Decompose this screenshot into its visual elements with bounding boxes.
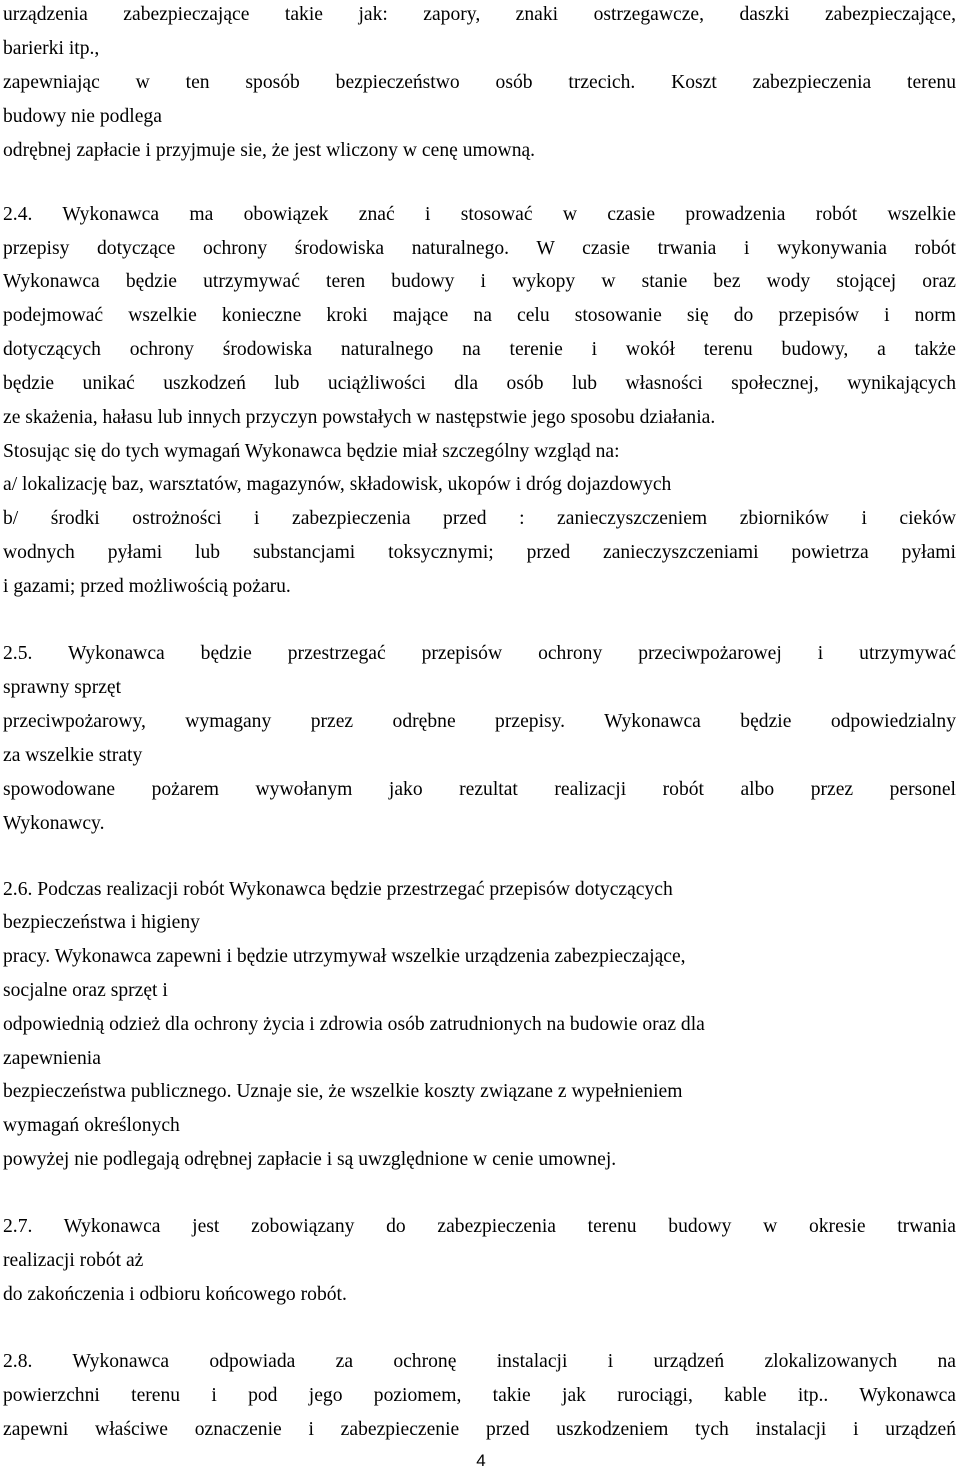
- text-line: Stosując się do tych wymagań Wykonawca będzie miał szczególny wzgląd na:: [3, 441, 620, 462]
- text-line: Wykonawca będzie utrzymywać teren budowy i wykopy w stanie bez wody stojącej oraz: [3, 271, 956, 292]
- text-line: zapewnienia: [3, 1048, 101, 1069]
- text-line: spowodowane pożarem wywołanym jako rezultat realizacji robót albo przez personel: [3, 779, 956, 800]
- text-line: będzie unikać uszkodzeń lub uciążliwości dla osób lub własności społecznej, wynikających: [3, 373, 956, 394]
- text-line: barierki itp.,: [3, 38, 100, 59]
- text-line: powyżej nie podlegają odrębnej zapłacie i są uwzględnione w cenie umownej.: [3, 1149, 617, 1170]
- page-number: 4: [476, 1451, 486, 1470]
- text-line: ze skażenia, hałasu lub innych przyczyn powstałych w następstwie jego sposobu działania.: [3, 407, 716, 428]
- section-2-5-heading-line: 2.5. Wykonawca będzie przestrzegać przepisów ochrony przeciwpożarowej i utrzymywać: [3, 643, 956, 664]
- text-line: i gazami; przed możliwością pożaru.: [3, 576, 291, 597]
- text-line: przeciwpożarowy, wymagany przez odrębne przepisy. Wykonawca będzie odpowiedzialny: [3, 711, 956, 732]
- text-line: sprawny sprzęt: [3, 677, 122, 698]
- section-2-8-heading-line: 2.8. Wykonawca odpowiada za ochronę instalacji i urządzeń zlokalizowanych na: [3, 1351, 956, 1372]
- text-line: podejmować wszelkie konieczne kroki mające na celu stosowanie się do przepisów i norm: [3, 305, 956, 326]
- text-line: powierzchni terenu i pod jego poziomem, takie jak rurociągi, kable itp.. Wykonawca: [3, 1385, 956, 1406]
- text-line: odrębnej zapłacie i przyjmuje sie, że jest wliczony w cenę umowną.: [3, 140, 536, 161]
- text-line: pracy. Wykonawca zapewni i będzie utrzymywał wszelkie urządzenia zabezpieczające,: [3, 946, 686, 967]
- section-2-6-heading-line: 2.6. Podczas realizacji robót Wykonawca będzie przestrzegać przepisów dotyczących: [3, 879, 673, 900]
- text-line: socjalne oraz sprzęt i: [3, 980, 168, 1001]
- text-line: wymagań określonych: [3, 1115, 180, 1136]
- text-line: odpowiednią odzież dla ochrony życia i zdrowia osób zatrudnionych na budowie oraz dla: [3, 1014, 705, 1035]
- text-line: za wszelkie straty: [3, 745, 143, 766]
- text-line: przepisy dotyczące ochrony środowiska naturalnego. W czasie trwania i wykonywania robót: [3, 238, 956, 259]
- text-line: do zakończenia i odbioru końcowego robót.: [3, 1284, 347, 1305]
- text-line: bezpieczeństwa i higieny: [3, 912, 200, 933]
- text-line: realizacji robót aż: [3, 1250, 144, 1271]
- text-line: wodnych pyłami lub substancjami toksycznymi; przed zanieczyszczeniami powietrza pyłami: [3, 542, 956, 563]
- list-item-b: b/ środki ostrożności i zabezpieczenia przed : zanieczyszczeniem zbiorników i cieków: [3, 508, 956, 529]
- text-line: dotyczących ochrony środowiska naturalnego na terenie i wokół terenu budowy, a także: [3, 339, 956, 360]
- text-line: Wykonawcy.: [3, 813, 105, 834]
- list-item-a: a/ lokalizację baz, warsztatów, magazynów, składowisk, ukopów i dróg dojazdowych: [3, 474, 672, 495]
- text-line: urządzenia zabezpieczające takie jak: zapory, znaki ostrzegawcze, daszki zabezpieczające,: [3, 4, 956, 25]
- text-line: zapewni właściwe oznaczenie i zabezpieczenie przed uszkodzeniem tych instalacji i urządzeń: [3, 1419, 956, 1440]
- text-line: zapewniając w ten sposób bezpieczeństwo osób trzecich. Koszt zabezpieczenia terenu: [3, 72, 956, 93]
- text-line: budowy nie podlega: [3, 106, 162, 127]
- text-line: bezpieczeństwa publicznego. Uznaje sie, że wszelkie koszty związane z wypełnieniem: [3, 1081, 683, 1102]
- section-2-4-heading-line: 2.4. Wykonawca ma obowiązek znać i stosować w czasie prowadzenia robót wszelkie: [3, 204, 956, 225]
- section-2-7-heading-line: 2.7. Wykonawca jest zobowiązany do zabezpieczenia terenu budowy w okresie trwania: [3, 1216, 956, 1237]
